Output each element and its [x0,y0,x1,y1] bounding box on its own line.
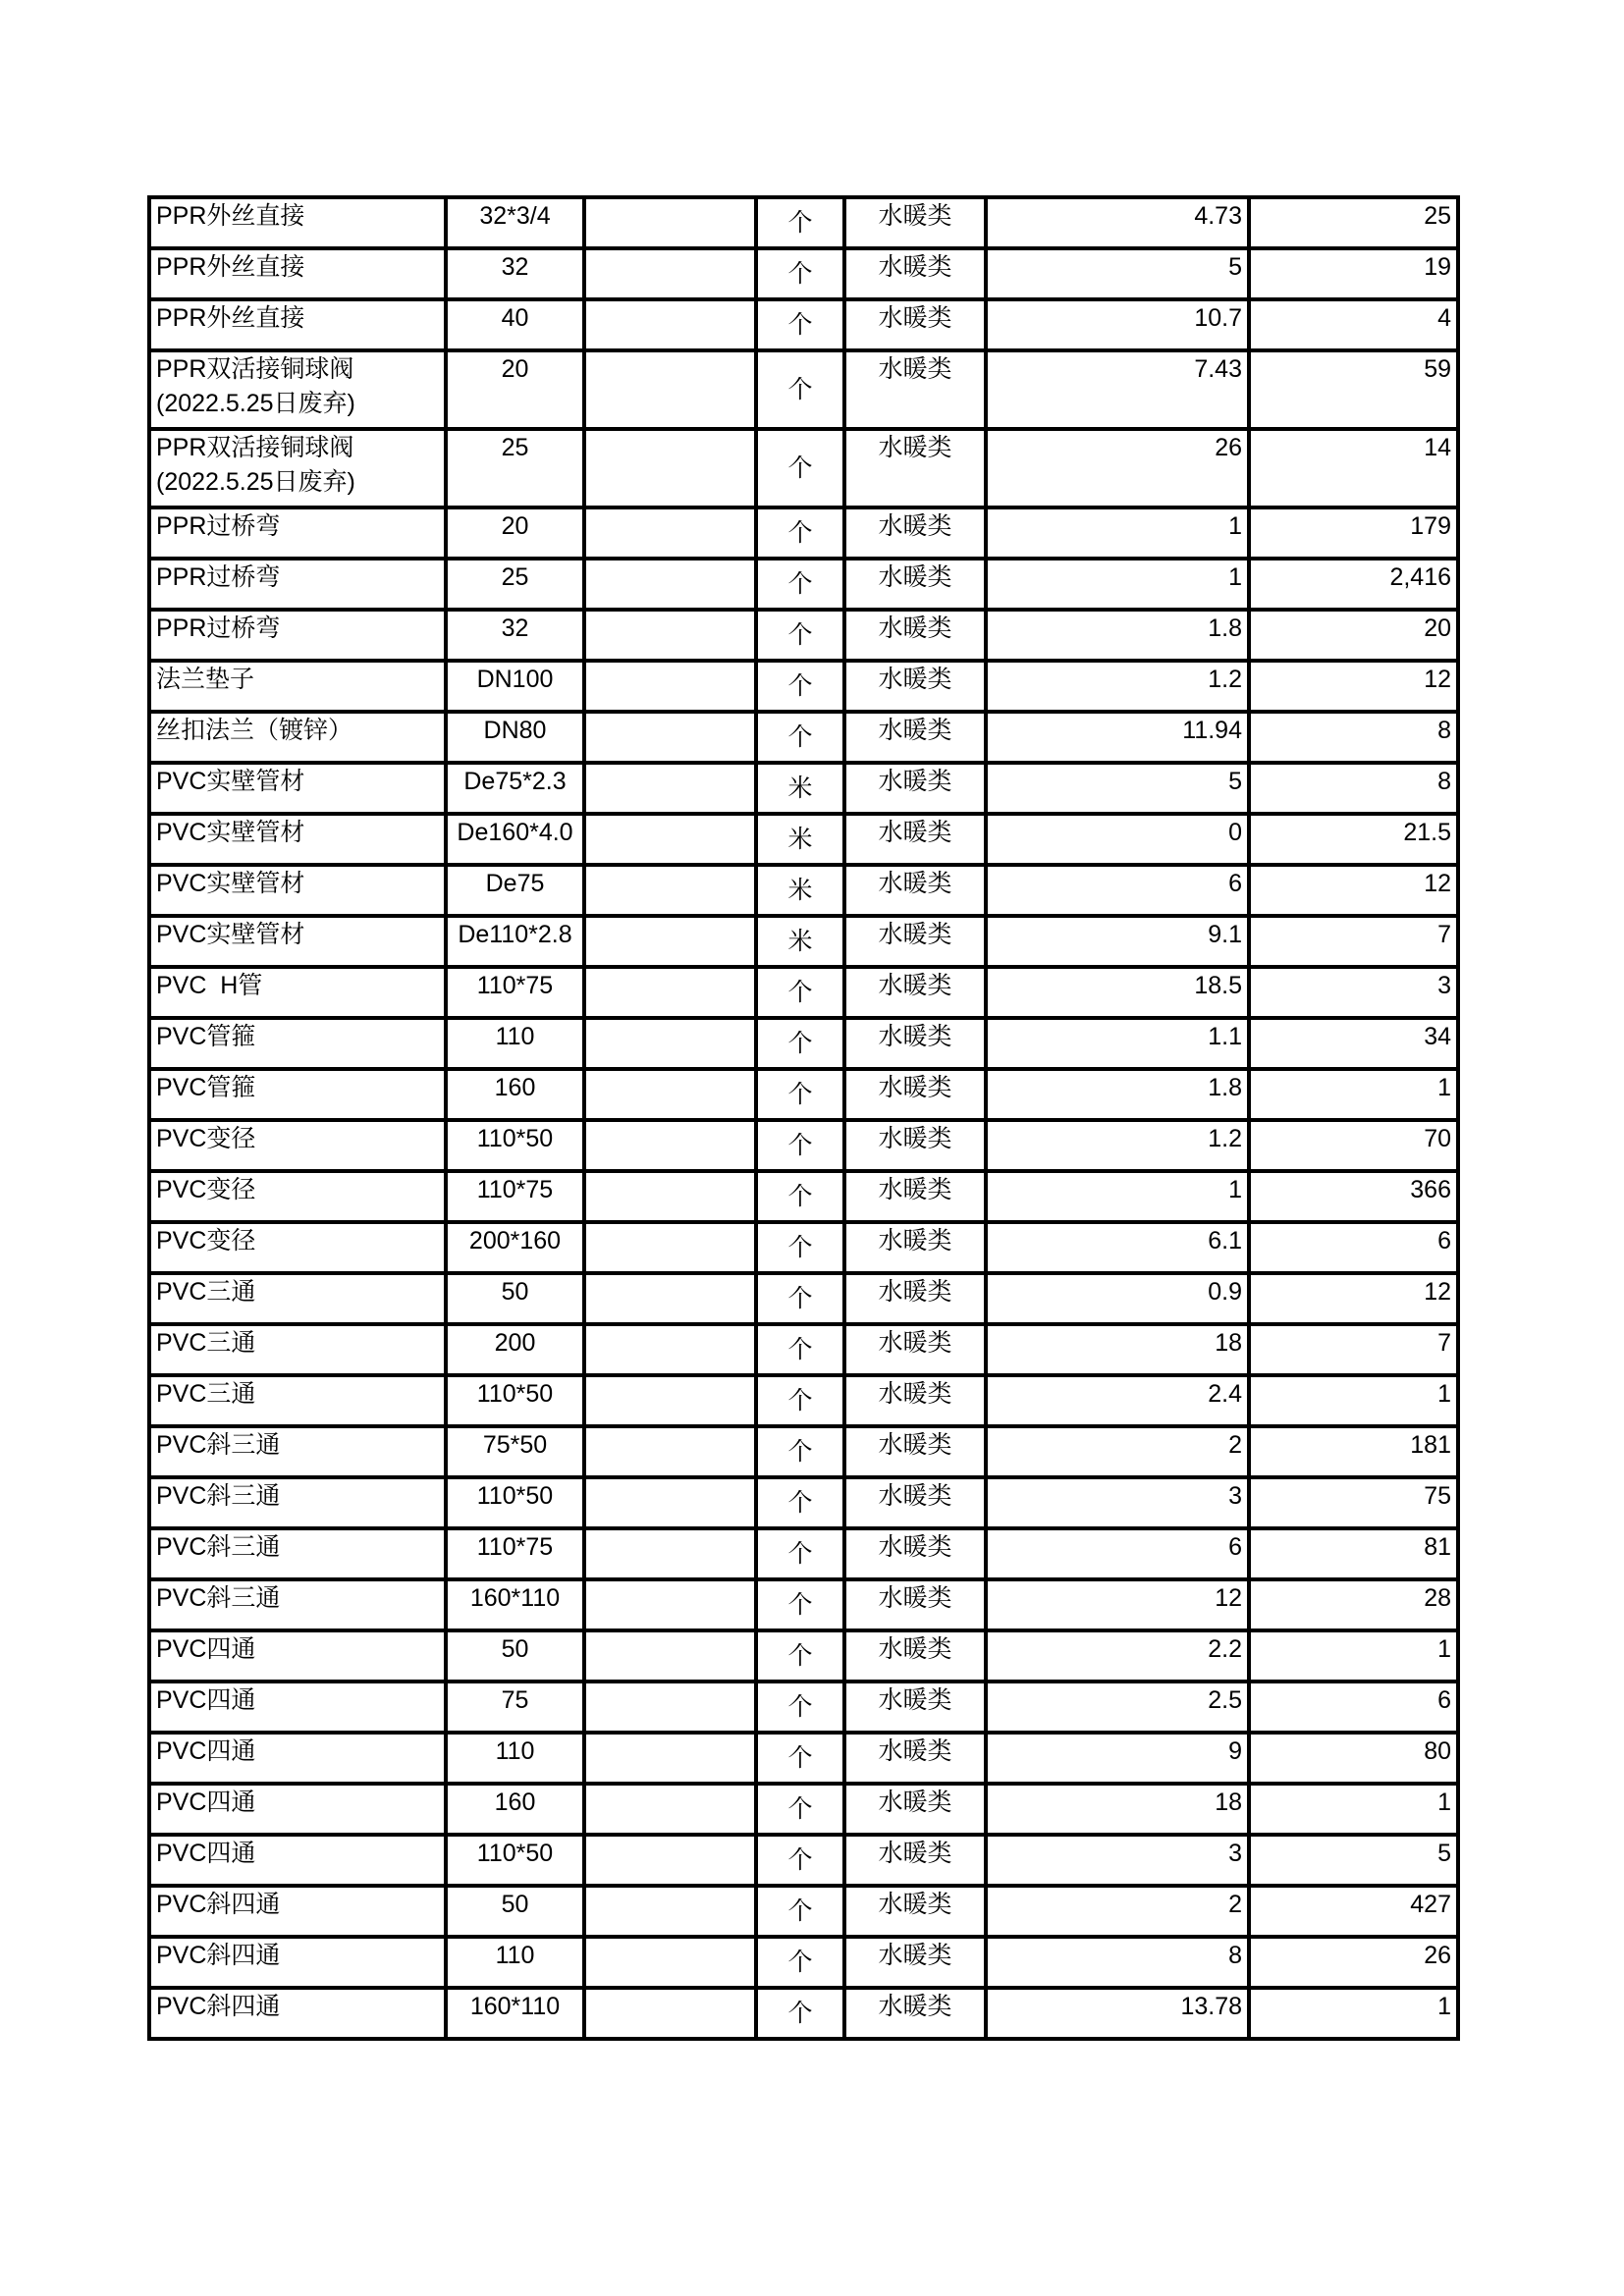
empty-cell [586,918,754,965]
spec-cell: 110 [448,1735,582,1782]
category-cell: 水暖类 [846,1939,984,1986]
price-cell: 6 [988,867,1247,914]
item-name-text: PVC H管 [156,972,263,999]
qty-cell: 5 [1251,1837,1456,1884]
spec-cell: 110*50 [448,1479,582,1526]
item-name-text: PVC斜三通 [156,1431,281,1459]
item-name-cell [151,612,444,659]
qty-cell: 2,416 [1251,561,1456,608]
unit-cell: 米 [758,918,842,965]
unit-cell: 个 [758,352,842,427]
item-name-cell [151,1837,444,1884]
item-name-text: PVC斜四通 [156,1942,281,1969]
price-cell: 10.7 [988,301,1247,348]
qty-cell: 12 [1251,1275,1456,1322]
spec-cell: DN80 [448,714,582,761]
unit-cell: 个 [758,1122,842,1169]
spec-cell: 160 [448,1786,582,1833]
empty-cell [586,1377,754,1424]
spec-cell: 110 [448,1939,582,1986]
unit-cell: 个 [758,1530,842,1577]
item-name-text: PVC变径 [156,1125,256,1152]
unit-cell: 个 [758,1326,842,1373]
qty-cell: 7 [1251,1326,1456,1373]
category-cell: 水暖类 [846,1122,984,1169]
item-name-cell [151,816,444,863]
empty-cell [586,1735,754,1782]
qty-cell: 8 [1251,765,1456,812]
price-cell: 1 [988,1173,1247,1220]
item-name-cell [151,1377,444,1424]
empty-cell [586,1275,754,1322]
price-cell: 6.1 [988,1224,1247,1271]
empty-cell [586,1224,754,1271]
spec-cell: 32*3/4 [448,199,582,246]
price-cell: 13.78 [988,1990,1247,2037]
category-cell: 水暖类 [846,918,984,965]
item-name-cell [151,765,444,812]
item-name-text: PPR双活接铜球阀 [156,355,354,383]
empty-cell [586,1530,754,1577]
price-cell: 5 [988,765,1247,812]
qty-cell: 12 [1251,867,1456,914]
qty-cell: 81 [1251,1530,1456,1577]
category-cell: 水暖类 [846,352,984,427]
item-name-cell [151,1786,444,1833]
item-name-cell [151,431,444,506]
qty-cell: 1 [1251,1990,1456,2037]
empty-cell [586,816,754,863]
price-cell: 1.8 [988,612,1247,659]
item-name-cell [151,250,444,297]
qty-cell: 59 [1251,352,1456,427]
empty-cell [586,1122,754,1169]
qty-cell: 75 [1251,1479,1456,1526]
empty-cell [586,1479,754,1526]
unit-cell: 个 [758,250,842,297]
qty-cell: 26 [1251,1939,1456,1986]
spec-cell: DN100 [448,663,582,710]
price-cell: 5 [988,250,1247,297]
unit-cell: 个 [758,1377,842,1424]
price-cell: 0 [988,816,1247,863]
item-name-cell [151,1735,444,1782]
category-cell: 水暖类 [846,1683,984,1731]
price-cell: 1 [988,561,1247,608]
qty-cell: 28 [1251,1581,1456,1629]
empty-cell [586,509,754,557]
unit-cell: 个 [758,1020,842,1067]
unit-cell: 个 [758,969,842,1016]
empty-cell [586,867,754,914]
qty-cell: 8 [1251,714,1456,761]
empty-cell [586,765,754,812]
item-name-text: PPR双活接铜球阀 [156,434,354,461]
item-name-cell [151,1122,444,1169]
spec-cell: 75*50 [448,1428,582,1475]
item-name-cell [151,509,444,557]
price-cell: 1.1 [988,1020,1247,1067]
unit-cell: 个 [758,1888,842,1935]
empty-cell [586,1428,754,1475]
spec-cell: 75 [448,1683,582,1731]
category-cell: 水暖类 [846,431,984,506]
qty-cell: 6 [1251,1683,1456,1731]
empty-cell [586,1939,754,1986]
item-name-cell [151,352,444,427]
item-name-cell [151,1581,444,1629]
spec-cell: 160 [448,1071,582,1118]
price-cell: 1.8 [988,1071,1247,1118]
category-cell: 水暖类 [846,1326,984,1373]
price-cell: 6 [988,1530,1247,1577]
item-name-note-text: (2022.5.25日废弃) [156,390,355,417]
spec-cell: 160*110 [448,1990,582,2037]
category-cell: 水暖类 [846,250,984,297]
empty-cell [586,714,754,761]
price-cell: 18.5 [988,969,1247,1016]
empty-cell [586,199,754,246]
inventory-table [147,195,1460,2041]
category-cell: 水暖类 [846,765,984,812]
item-name-text: PVC斜四通 [156,1993,281,2020]
item-name-cell [151,301,444,348]
qty-cell: 427 [1251,1888,1456,1935]
price-cell: 2.4 [988,1377,1247,1424]
unit-cell: 个 [758,1581,842,1629]
price-cell: 11.94 [988,714,1247,761]
item-name-cell [151,199,444,246]
unit-cell: 个 [758,1632,842,1680]
item-name-text: PPR过桥弯 [156,614,281,642]
price-cell: 2 [988,1428,1247,1475]
unit-cell: 个 [758,509,842,557]
item-name-text: PVC三通 [156,1329,256,1357]
qty-cell: 6 [1251,1224,1456,1271]
item-name-cell [151,1326,444,1373]
price-cell: 9.1 [988,918,1247,965]
category-cell: 水暖类 [846,663,984,710]
spec-cell: 200 [448,1326,582,1373]
category-cell: 水暖类 [846,561,984,608]
item-name-cell [151,663,444,710]
spec-cell: 32 [448,250,582,297]
empty-cell [586,1632,754,1680]
price-cell: 18 [988,1326,1247,1373]
unit-cell: 米 [758,816,842,863]
spec-cell: 110*50 [448,1837,582,1884]
item-name-cell [151,1683,444,1731]
category-cell: 水暖类 [846,1581,984,1629]
item-name-text: PVC变径 [156,1227,256,1255]
item-name-text: PVC三通 [156,1278,256,1306]
spec-cell: 20 [448,509,582,557]
category-cell: 水暖类 [846,301,984,348]
category-cell: 水暖类 [846,1632,984,1680]
qty-cell: 21.5 [1251,816,1456,863]
spec-cell: 200*160 [448,1224,582,1271]
empty-cell [586,969,754,1016]
spec-cell: De75 [448,867,582,914]
empty-cell [586,1990,754,2037]
unit-cell: 个 [758,714,842,761]
price-cell: 8 [988,1939,1247,1986]
category-cell: 水暖类 [846,1377,984,1424]
item-name-text: PVC三通 [156,1380,256,1408]
item-name-text: PVC实壁管材 [156,921,305,948]
item-name-cell [151,1428,444,1475]
item-name-text: PPR外丝直接 [156,253,305,281]
category-cell: 水暖类 [846,1428,984,1475]
item-name-cell [151,969,444,1016]
empty-cell [586,1581,754,1629]
empty-cell [586,1020,754,1067]
item-name-cell [151,1530,444,1577]
price-cell: 1.2 [988,663,1247,710]
empty-cell [586,1888,754,1935]
category-cell: 水暖类 [846,1786,984,1833]
unit-cell: 个 [758,1275,842,1322]
qty-cell: 3 [1251,969,1456,1016]
category-cell: 水暖类 [846,969,984,1016]
category-cell: 水暖类 [846,816,984,863]
category-cell: 水暖类 [846,1071,984,1118]
unit-cell: 个 [758,561,842,608]
spec-cell: De160*4.0 [448,816,582,863]
empty-cell [586,561,754,608]
price-cell: 2 [988,1888,1247,1935]
qty-cell: 34 [1251,1020,1456,1067]
spec-cell: 160*110 [448,1581,582,1629]
item-name-text: PVC四通 [156,1635,256,1663]
item-name-text: PPR外丝直接 [156,202,305,230]
unit-cell: 个 [758,1173,842,1220]
category-cell: 水暖类 [846,1837,984,1884]
category-cell: 水暖类 [846,1530,984,1577]
qty-cell: 7 [1251,918,1456,965]
item-name-text: PVC管箍 [156,1074,256,1101]
unit-cell: 个 [758,612,842,659]
spec-cell: 25 [448,561,582,608]
empty-cell [586,1786,754,1833]
qty-cell: 179 [1251,509,1456,557]
category-cell: 水暖类 [846,1888,984,1935]
item-name-note-text: (2022.5.25日废弃) [156,468,355,496]
spec-cell: 110*75 [448,1173,582,1220]
price-cell: 12 [988,1581,1247,1629]
empty-cell [586,352,754,427]
item-name-cell [151,714,444,761]
qty-cell: 4 [1251,301,1456,348]
item-name-cell [151,1020,444,1067]
unit-cell: 个 [758,1735,842,1782]
empty-cell [586,1326,754,1373]
category-cell: 水暖类 [846,1173,984,1220]
qty-cell: 19 [1251,250,1456,297]
unit-cell: 个 [758,1479,842,1526]
item-name-text: PVC斜三通 [156,1482,281,1510]
spec-cell: 32 [448,612,582,659]
category-cell: 水暖类 [846,1990,984,2037]
item-name-cell [151,867,444,914]
item-name-cell [151,561,444,608]
price-cell: 3 [988,1837,1247,1884]
item-name-cell [151,1990,444,2037]
empty-cell [586,1683,754,1731]
unit-cell: 个 [758,1990,842,2037]
item-name-text: PVC斜四通 [156,1891,281,1918]
item-name-cell [151,1479,444,1526]
qty-cell: 14 [1251,431,1456,506]
qty-cell: 80 [1251,1735,1456,1782]
item-name-text: PVC四通 [156,1686,256,1714]
price-cell: 18 [988,1786,1247,1833]
unit-cell: 个 [758,1683,842,1731]
category-cell: 水暖类 [846,199,984,246]
unit-cell: 个 [758,1224,842,1271]
item-name-text: 法兰垫子 [156,666,255,693]
spec-cell: 20 [448,352,582,427]
spec-cell: De75*2.3 [448,765,582,812]
empty-cell [586,663,754,710]
unit-cell: 个 [758,1837,842,1884]
price-cell: 1 [988,509,1247,557]
item-name-text: 丝扣法兰（镀锌） [156,717,353,744]
price-cell: 3 [988,1479,1247,1526]
item-name-cell [151,1939,444,1986]
item-name-cell [151,1888,444,1935]
item-name-text: PVC斜三通 [156,1584,281,1612]
spec-cell: 25 [448,431,582,506]
price-cell: 1.2 [988,1122,1247,1169]
unit-cell: 个 [758,1939,842,1986]
spec-cell: 50 [448,1888,582,1935]
spec-cell: 40 [448,301,582,348]
price-cell: 7.43 [988,352,1247,427]
qty-cell: 20 [1251,612,1456,659]
empty-cell [586,301,754,348]
item-name-text: PVC斜三通 [156,1533,281,1561]
qty-cell: 1 [1251,1377,1456,1424]
spec-cell: 50 [448,1275,582,1322]
spec-cell: 50 [448,1632,582,1680]
empty-cell [586,1837,754,1884]
price-cell: 2.2 [988,1632,1247,1680]
item-name-cell [151,1173,444,1220]
item-name-cell [151,1275,444,1322]
price-cell: 26 [988,431,1247,506]
qty-cell: 1 [1251,1786,1456,1833]
item-name-text: PVC管箍 [156,1023,256,1050]
qty-cell: 70 [1251,1122,1456,1169]
spec-cell: 110 [448,1020,582,1067]
item-name-text: PVC实壁管材 [156,870,305,897]
item-name-text: PVC实壁管材 [156,819,305,846]
spec-cell: 110*75 [448,969,582,1016]
unit-cell: 个 [758,1071,842,1118]
qty-cell: 366 [1251,1173,1456,1220]
unit-cell: 个 [758,663,842,710]
empty-cell [586,431,754,506]
category-cell: 水暖类 [846,867,984,914]
spec-cell: De110*2.8 [448,918,582,965]
qty-cell: 1 [1251,1632,1456,1680]
price-cell: 9 [988,1735,1247,1782]
item-name-text: PVC四通 [156,1737,256,1765]
unit-cell: 个 [758,301,842,348]
unit-cell: 个 [758,431,842,506]
category-cell: 水暖类 [846,1735,984,1782]
item-name-cell [151,1632,444,1680]
category-cell: 水暖类 [846,612,984,659]
price-cell: 4.73 [988,199,1247,246]
category-cell: 水暖类 [846,509,984,557]
item-name-text: PPR过桥弯 [156,563,281,591]
qty-cell: 25 [1251,199,1456,246]
spec-cell: 110*75 [448,1530,582,1577]
qty-cell: 1 [1251,1071,1456,1118]
item-name-cell [151,1071,444,1118]
category-cell: 水暖类 [846,1224,984,1271]
qty-cell: 12 [1251,663,1456,710]
category-cell: 水暖类 [846,1479,984,1526]
item-name-text: PPR外丝直接 [156,304,305,332]
item-name-text: PPR过桥弯 [156,512,281,540]
unit-cell: 个 [758,1428,842,1475]
spec-cell: 110*50 [448,1377,582,1424]
item-name-text: PVC四通 [156,1840,256,1867]
item-name-text: PVC变径 [156,1176,256,1203]
qty-cell: 181 [1251,1428,1456,1475]
unit-cell: 米 [758,765,842,812]
empty-cell [586,250,754,297]
item-name-text: PVC实壁管材 [156,768,305,795]
item-name-text: PVC四通 [156,1789,256,1816]
unit-cell: 个 [758,1786,842,1833]
price-cell: 0.9 [988,1275,1247,1322]
unit-cell: 个 [758,199,842,246]
price-cell: 2.5 [988,1683,1247,1731]
unit-cell: 米 [758,867,842,914]
empty-cell [586,1173,754,1220]
item-name-cell [151,1224,444,1271]
category-cell: 水暖类 [846,714,984,761]
spec-cell: 110*50 [448,1122,582,1169]
item-name-cell [151,918,444,965]
empty-cell [586,612,754,659]
category-cell: 水暖类 [846,1020,984,1067]
category-cell: 水暖类 [846,1275,984,1322]
empty-cell [586,1071,754,1118]
